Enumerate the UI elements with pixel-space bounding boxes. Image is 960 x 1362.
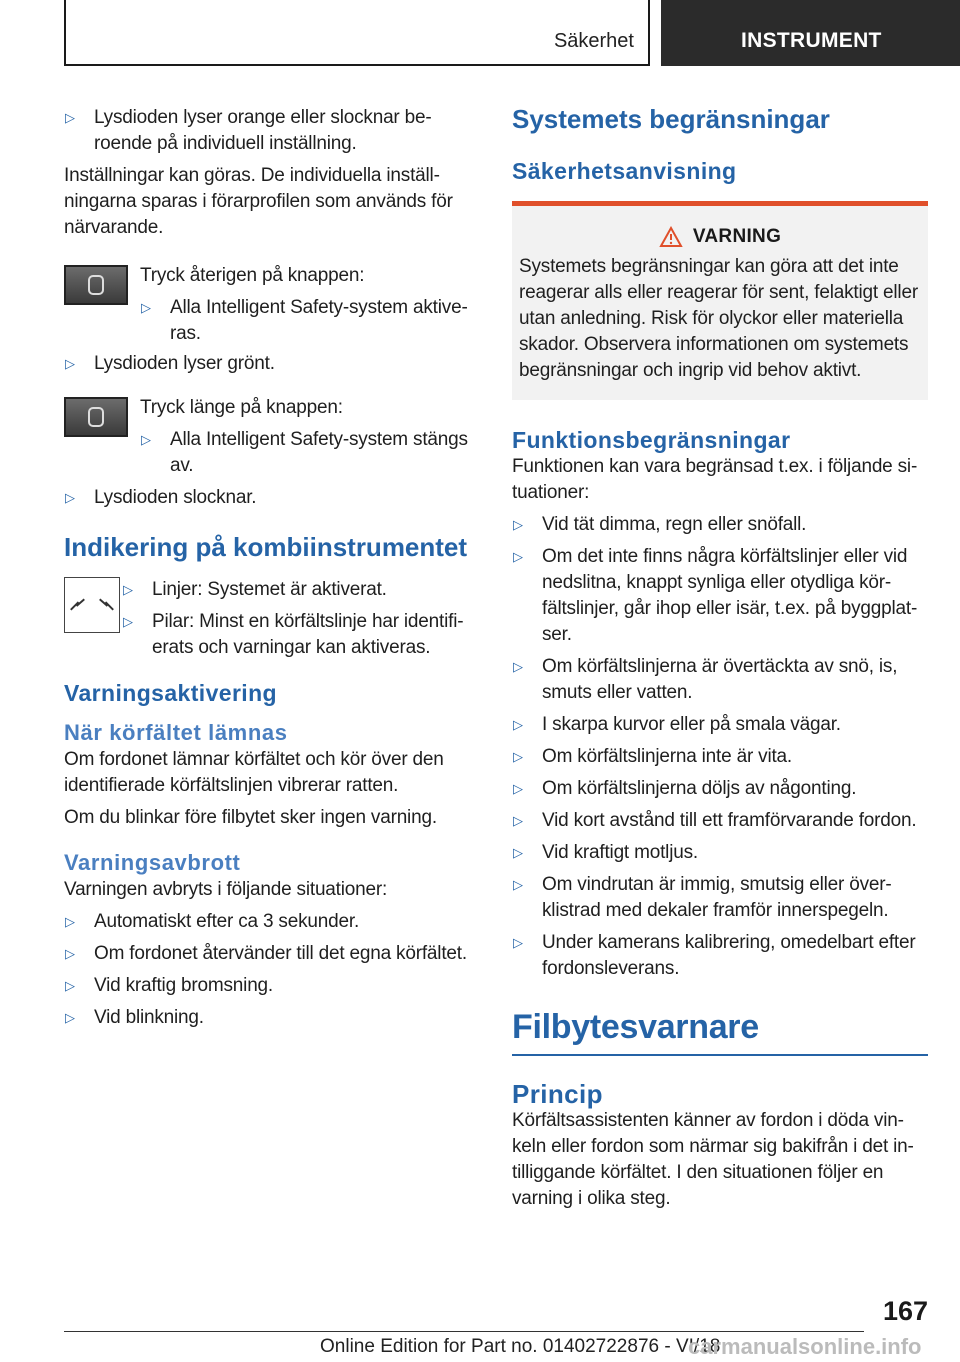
list-item: ▷ Lysdioden slocknar. — [64, 485, 480, 511]
warning-triangle-icon — [659, 226, 683, 248]
lane-markings-icon — [64, 577, 120, 633]
list-item: ▷ Om körfältslinjerna döljs av någonting. — [512, 776, 928, 802]
list-item: ▷ Om körfältslinjerna är övertäckta av snö, is, smuts eller vatten. — [512, 654, 928, 706]
list-item: ▷ Vid kort avstånd till ett framförvarande fordon. — [512, 808, 928, 834]
list-item: ▷ Automatiskt efter ca 3 sekunder. — [64, 909, 480, 935]
button-instruction-off — [64, 395, 480, 485]
header-section-title: Säkerhet — [553, 30, 634, 52]
funktion-paragraph: Funktionen kan vara begränsad t.ex. i följande situationer: — [512, 456, 918, 503]
safety-button-icon — [64, 265, 128, 305]
heading-indikering: Indikering på kombiinstrumentet — [64, 532, 468, 562]
heading-varningsaktivering: Varningsaktivering — [64, 680, 277, 706]
led-list-2 — [64, 351, 480, 377]
warning-title: VARNING — [692, 226, 782, 247]
avbrott-list — [64, 909, 480, 1031]
heading-funktionsbegransningar: Funktionsbegränsningar — [512, 427, 791, 453]
heading-sakerhetsanvisning: Säkerhetsanvisning — [512, 158, 737, 184]
press-long-text: Tryck länge på knappen: — [140, 397, 343, 418]
list-item: ▷ Linjer: Systemet är aktiverat. — [122, 577, 480, 603]
heading-divider — [512, 1054, 928, 1056]
watermark: carmanualsonline.info — [688, 1334, 922, 1359]
avbrott-paragraph: Varningen avbryts i följande situationer: — [64, 879, 388, 900]
header-chapter-title: INSTRUMENT — [741, 29, 882, 52]
funktion-list — [512, 512, 928, 982]
heading-filbytesvarnare: Filbytesvarnare — [512, 1008, 759, 1046]
list-item: ▷ Vid kraftigt motljus. — [512, 840, 928, 866]
header-chapter-tab — [661, 0, 960, 66]
button-instruction-active — [64, 263, 480, 349]
list-item: ▷ Alla Intelligent Safety-system aktiveras. — [140, 295, 480, 347]
list-item: ▷ I skarpa kurvor eller på smala vägar. — [512, 712, 928, 738]
page-number: 167 — [882, 1296, 928, 1326]
princip-paragraph: Körfältsassistenten känner av fordon i döda vinkeln eller fordon som närmar sig bakifrån i det intilliggande körfältet. I den situationen följer en varning i olika steg. — [512, 1110, 914, 1209]
list-item: ▷ Om vindrutan är immig, smutsig eller överklistrad med dekaler framför innerspegeln. — [512, 872, 928, 924]
list-item: ▷ Under kamerans kalibrering, omedelbart efter fordonsleverans. — [512, 930, 928, 982]
list-item: ▷ Lysdioden lyser orange eller slocknar beroende på individuell inställning. — [64, 105, 480, 157]
list-item: ▷ Pilar: Minst en körfältslinje har identifierats och varningar kan aktiveras. — [122, 609, 480, 661]
list-item: ▷ Alla Intelligent Safety-system stängs av. — [140, 427, 480, 479]
safety-button-icon — [64, 397, 128, 437]
left-column — [64, 105, 480, 1037]
list-item: ▷ Vid kraftig bromsning. — [64, 973, 480, 999]
warning-box — [512, 201, 928, 400]
press-again-text: Tryck återigen på knappen: — [140, 265, 365, 286]
led-list-1 — [64, 105, 480, 157]
nar-paragraph-1: Om fordonet lämnar körfältet och kör över den identifierade körfältslinjen vibrerar ratten. — [64, 749, 444, 796]
nar-paragraph-2: Om du blinkar före filbytet sker ingen varning. — [64, 807, 437, 828]
hand-pointer-icon — [0, 0, 28, 26]
list-item: ▷ Om körfältslinjerna inte är vita. — [512, 744, 928, 770]
list-item: ▷ Om fordonet återvänder till det egna körfältet. — [64, 941, 480, 967]
heading-princip: Princip — [512, 1079, 603, 1109]
footer-divider — [64, 1331, 864, 1332]
list-item: ▷ Om det inte finns några körfältslinjer eller vid nedslitna, knappt synliga eller otydliga körfältslinjer, går ihop eller isär, t.ex. på byggplatser. — [512, 544, 928, 648]
settings-paragraph: Inställningar kan göras. De individuella inställningarna sparas i förarprofilen som används för närvarande. — [64, 165, 453, 238]
list-item: ▷ Vid blinkning. — [64, 1005, 480, 1031]
led-list-3 — [64, 485, 480, 511]
heading-varningsavbrott: Varningsavbrott — [64, 850, 241, 875]
heading-systemets-begransningar: Systemets begränsningar — [512, 104, 830, 134]
list-item: ▷ Vid tät dimma, regn eller snöfall. — [512, 512, 928, 538]
warning-text: Systemets begränsningar kan göra att det inte reagerar alls eller reagerar för sent, felaktigt eller utan anledning. Risk för olyckor eller materiella skador. Observera informationen om systemets begränsningar och ingrip vid behov aktivt. — [519, 256, 918, 381]
list-item: ▷ Lysdioden lyser grönt. — [64, 351, 480, 377]
right-column — [512, 103, 928, 1218]
lane-indicator-block — [64, 577, 480, 661]
header-section-tab — [64, 0, 650, 66]
heading-nar-korfaltet: När körfältet lämnas — [64, 720, 288, 745]
footer-edition: Online Edition for Part no. 01402722876 - VI/18 — [320, 1336, 721, 1357]
